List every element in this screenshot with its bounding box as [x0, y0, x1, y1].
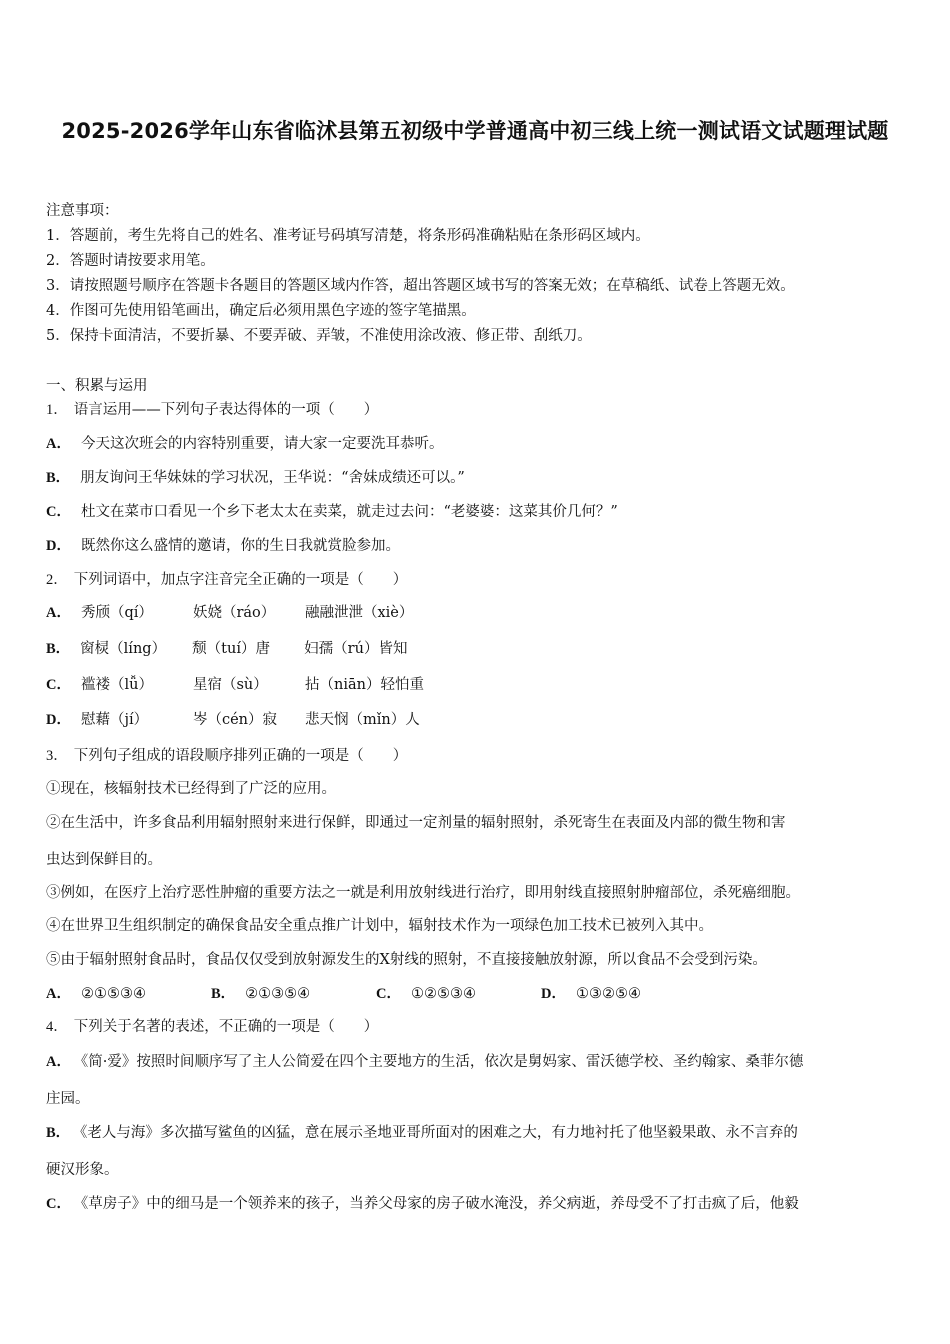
option-label: B．: [46, 641, 71, 657]
section-heading: 一、积累与运用: [46, 378, 148, 394]
q1-option-b: [46, 468, 465, 488]
q2-option-c: [46, 675, 424, 695]
q1-option-d: [46, 536, 400, 556]
option-label: A．: [46, 605, 71, 621]
q3-sentence-5: ⑤由于辐射照射食品时，食品仅仅受到放射源发生的X射线的照射，不直接接触放射源，所以食品不会受到污染。: [46, 952, 767, 968]
q2-option-a: [46, 603, 413, 623]
option-label: A．: [46, 1054, 71, 1070]
question-text: 语言运用——下列句子表达得体的一项（ ）: [73, 402, 379, 418]
option-label: D．: [541, 986, 566, 1002]
notice-item: 5．保持卡面清洁，不要折暴、不要弄破、弄皱，不准使用涂改液、修正带、刮纸刀。: [46, 328, 592, 344]
question-number: 1．: [46, 402, 68, 418]
option-text: ②①⑤③④: [80, 986, 146, 1002]
question-number: 3．: [46, 748, 68, 764]
question-3-stem: [46, 746, 407, 766]
option-word: 妇孺（rú）皆知: [304, 641, 408, 657]
option-word: 悲天悯（mǐn）人: [304, 712, 420, 728]
option-text: ①②⑤③④: [410, 986, 476, 1002]
option-label: C．: [46, 1196, 71, 1212]
option-label: A．: [46, 436, 71, 452]
q4-option-c: [46, 1194, 799, 1214]
option-word: 妖娆（ráo）: [192, 605, 276, 621]
q4-option-a: [46, 1052, 803, 1072]
option-word: 拈（niān）轻怕重: [304, 677, 424, 693]
option-word: 秀颀（qí）: [80, 605, 153, 621]
q3-sentence-3: ③例如，在医疗上治疗恶性肿瘤的重要方法之一就是利用放射线进行治疗，即用射线直接照射肿瘤部位，杀死癌细胞。: [46, 885, 800, 901]
option-label: D．: [46, 712, 71, 728]
notice-item: 2．答题时请按要求用笔。: [46, 253, 215, 269]
option-label: B．: [211, 986, 236, 1002]
notice-heading: 注意事项：: [46, 203, 119, 219]
option-label: C．: [46, 504, 71, 520]
option-word: 慰藉（jí）: [80, 712, 149, 728]
option-label: C．: [46, 677, 71, 693]
option-word: 颓（tuí）唐: [192, 641, 270, 657]
q3-options: [46, 984, 641, 1004]
page-title: 2025-2026学年山东省临沭县第五初级中学普通高中初三线上统一测试语文试题理试题: [61, 119, 889, 143]
question-text: 下列词语中，加点字注音完全正确的一项是（ ）: [73, 572, 408, 588]
question-text: 下列关于名著的表述，不正确的一项是（ ）: [73, 1019, 379, 1035]
option-text: 《草房子》中的细马是一个领养来的孩子，当养父母家的房子破水淹没，养父病逝，养母受不了打击疯了后，他毅: [80, 1196, 799, 1212]
option-word: 星宿（sù）: [192, 677, 268, 693]
q4-option-b-cont: 硬汉形象。: [46, 1162, 119, 1178]
q3-sentence-1: ①现在，核辐射技术已经得到了广泛的应用。: [46, 781, 336, 797]
option-label: A．: [46, 986, 71, 1002]
option-text: ①③②⑤④: [575, 986, 641, 1002]
q3-sentence-2: ②在生活中，许多食品利用辐射照射来进行保鲜，即通过一定剂量的辐射照射，杀死寄生在表面及内部的微生物和害: [46, 815, 786, 831]
notice-item: 3．请按照题号顺序在答题卡各题目的答题区域内作答，超出答题区域书写的答案无效；在草稿纸、试卷上答题无效。: [46, 278, 795, 294]
option-word: 褴褛（lǚ）: [80, 677, 153, 693]
question-4-stem: [46, 1017, 378, 1037]
question-number: 4．: [46, 1019, 68, 1035]
question-number: 2．: [46, 572, 68, 588]
option-text: 今天这次班会的内容特别重要，请大家一定要洗耳恭听。: [80, 436, 444, 452]
option-word: 窗棂（líng）: [80, 641, 167, 657]
option-text: 《简·爱》按照时间顺序写了主人公简爱在四个主要地方的生活，依次是舅妈家、雷沃德学校、圣约翰家、桑菲尔德: [80, 1054, 804, 1070]
notice-item: 1．答题前，考生先将自己的姓名、准考证号码填写清楚，将条形码准确粘贴在条形码区域内。: [46, 228, 650, 244]
option-text: 既然你这么盛情的邀请，你的生日我就赏脸参加。: [80, 538, 400, 554]
option-text: 《老人与海》多次描写鲨鱼的凶猛，意在展示圣地亚哥所面对的困难之大，有力地衬托了他坚毅果敢、永不言弃的: [80, 1125, 798, 1141]
q4-option-a-cont: 庄园。: [46, 1091, 90, 1107]
notice-item: 4．作图可先使用铅笔画出，确定后必须用黑色字迹的签字笔描黑。: [46, 303, 476, 319]
q2-option-b: [46, 639, 407, 659]
option-label: D．: [46, 538, 71, 554]
q3-sentence-2-cont: 虫达到保鲜目的。: [46, 852, 162, 868]
option-label: B．: [46, 470, 71, 486]
option-word: 岑（cén）寂: [192, 712, 278, 728]
question-1-stem: [46, 400, 378, 420]
q1-option-a: [46, 434, 443, 454]
option-text: ②①③⑤④: [245, 986, 311, 1002]
q4-option-b: [46, 1123, 798, 1143]
q2-option-d: [46, 710, 420, 730]
option-label: B．: [46, 1125, 71, 1141]
q1-option-c: [46, 502, 618, 522]
option-text: 朋友询问王华妹妹的学习状况，王华说：“舍妹成绩还可以。”: [80, 470, 465, 486]
option-word: 融融泄泄（xiè）: [304, 605, 414, 621]
question-2-stem: [46, 570, 407, 590]
option-text: 杜文在菜市口看见一个乡下老太太在卖菜，就走过去问：“老婆婆：这菜其价几何？”: [80, 504, 618, 520]
question-text: 下列句子组成的语段顺序排列正确的一项是（ ）: [73, 748, 408, 764]
q3-sentence-4: ④在世界卫生组织制定的确保食品安全重点推广计划中，辐射技术作为一项绿色加工技术已被列入其中。: [46, 918, 713, 934]
option-label: C．: [376, 986, 401, 1002]
